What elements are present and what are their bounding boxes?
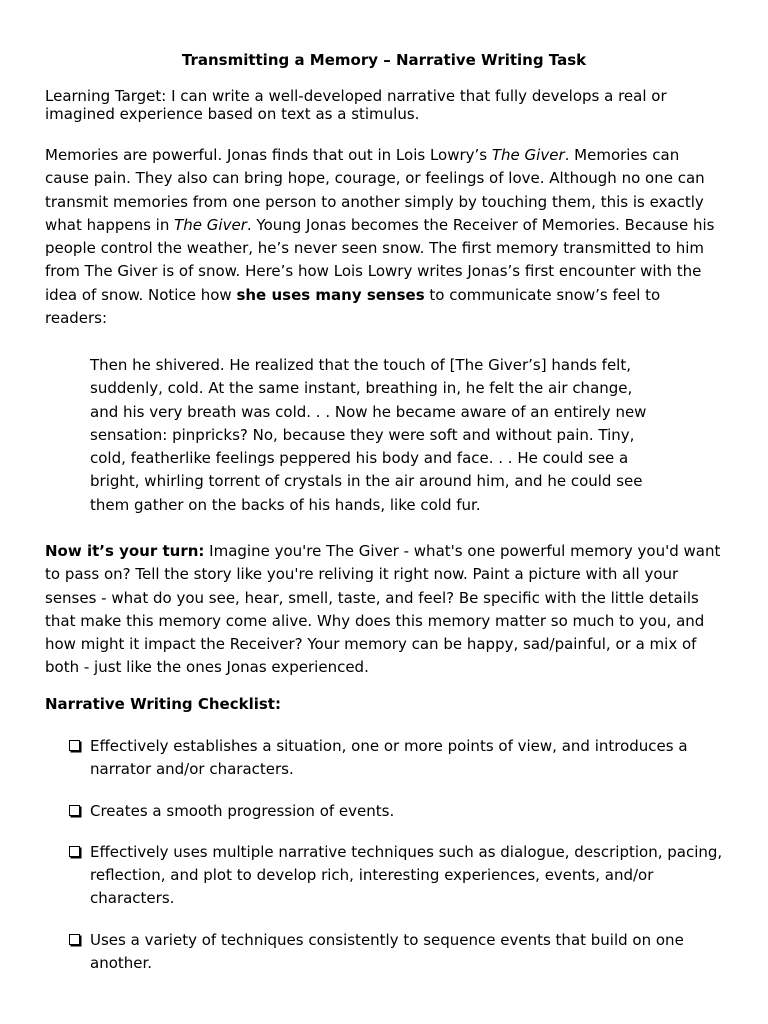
checklist-item bbox=[45, 929, 725, 976]
book-title: The Giver bbox=[491, 146, 565, 164]
page-title: Transmitting a Memory – Narrative Writing Task bbox=[181, 51, 587, 69]
checklist-item-text: Uses a variety of techniques consistently to sequence events that build on one another. bbox=[90, 930, 684, 973]
narrative-checklist bbox=[45, 735, 725, 993]
book-excerpt-quote: Then he shivered. He realized that the touch of [The Giver’s] hands felt, suddenly, cold. At the same instant, breathing in, he felt the air change, and his very breath was cold. . . Now he became aware of an entirely new sensation: pinpricks? No, because they were soft and without pain. Tiny, cold, featherlike feelings peppered his body and face. . . He could see a bright, whirling torrent of crystals in the air around him, and he could see them gather on the backs of his hands, like cold fur. bbox=[90, 356, 647, 514]
your-turn-label: Now it’s your turn: bbox=[45, 542, 205, 560]
your-turn-text: Imagine you're The Giver - what's one powerful memory you'd want to pass on? Tell the story like you're reliving it right now. Paint a picture with all your senses - what do you see, hear, smell, taste, and feel? Be specific with the little details that make this memory come alive. Why does this memory matter so much to you, and how might it impact the Receiver? Your memory can be happy, sad/painful, or a mix of both - just like the ones Jonas experienced. bbox=[45, 542, 721, 677]
intro-paragraph bbox=[45, 144, 725, 330]
checklist-item-text: Effectively uses multiple narrative techniques such as dialogue, description, pacing, reflection, and plot to develop rich, interesting experiences, events, and/or characters. bbox=[90, 842, 723, 908]
intro-text-4: to communicate snow’s feel to readers: bbox=[45, 285, 661, 328]
checklist-heading: Narrative Writing Checklist: bbox=[45, 695, 281, 713]
book-title: The Giver bbox=[174, 215, 247, 234]
intro-text-2: . Memories can cause pain. They also can bring hope, courage, or feelings of love. Although no one can transmit memories from one person to another simply by touching them, this is exactly what happens in bbox=[45, 146, 705, 234]
learning-target: Learning Target: I can write a well-developed narrative that fully develops a real or imagined experience based on text as a stimulus. bbox=[45, 87, 667, 123]
checkbox-icon bbox=[69, 740, 80, 751]
checklist-item bbox=[45, 841, 725, 911]
checklist-item-text: Creates a smooth progression of events. bbox=[90, 801, 395, 820]
your-turn-prompt bbox=[45, 540, 725, 680]
checkbox-icon bbox=[69, 846, 80, 857]
checklist-item-text: Effectively establishes a situation, one or more points of view, and introduces a narrator and/or characters. bbox=[90, 737, 688, 779]
intro-text-1: Memories are powerful. Jonas finds that out in Lois Lowry’s bbox=[45, 146, 492, 164]
checklist-item bbox=[45, 800, 725, 823]
checklist-item bbox=[45, 735, 725, 782]
checkbox-icon bbox=[69, 805, 80, 816]
intro-text-3: . Young Jonas becomes the Receiver of Memories. Because his people control the weather, he’s never seen snow. The first memory transmitted to him from The Giver is of snow. Here’s how Lois Lowry writes Jonas’s first encounter with the idea of snow. Notice how bbox=[45, 215, 715, 304]
checkbox-icon bbox=[69, 934, 80, 945]
intro-emphasis: she uses many senses bbox=[236, 285, 425, 304]
